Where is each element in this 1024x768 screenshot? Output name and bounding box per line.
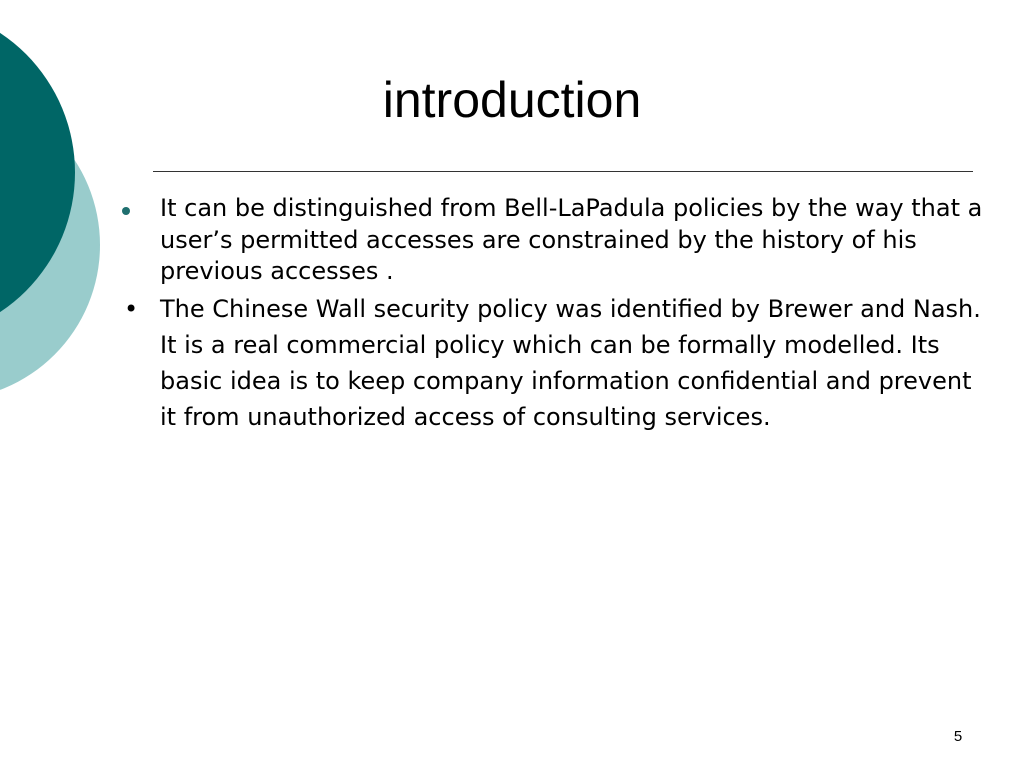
bullet-text-2: The Chinese Wall security policy was identified by Brewer and Nash. It is a real commercial policy which can be formally modelled. Its basic idea is to keep company information confidential and prevent it from unauthorized access of consulting services.	[160, 294, 981, 431]
bullet-marker-2: •	[124, 294, 139, 323]
bullet-item-1	[120, 193, 990, 288]
bullet-text-1: It can be distinguished from Bell-LaPadula policies by the way that a user’s permitted accesses are constrained by the history of his previous accesses .	[160, 194, 983, 285]
page-number: 5	[953, 728, 963, 745]
bullet-item-2	[120, 291, 990, 435]
bullet-dot-icon	[122, 207, 130, 215]
slide-title: introduction	[382, 72, 642, 128]
slide-body	[120, 193, 990, 435]
title-divider	[153, 171, 973, 172]
